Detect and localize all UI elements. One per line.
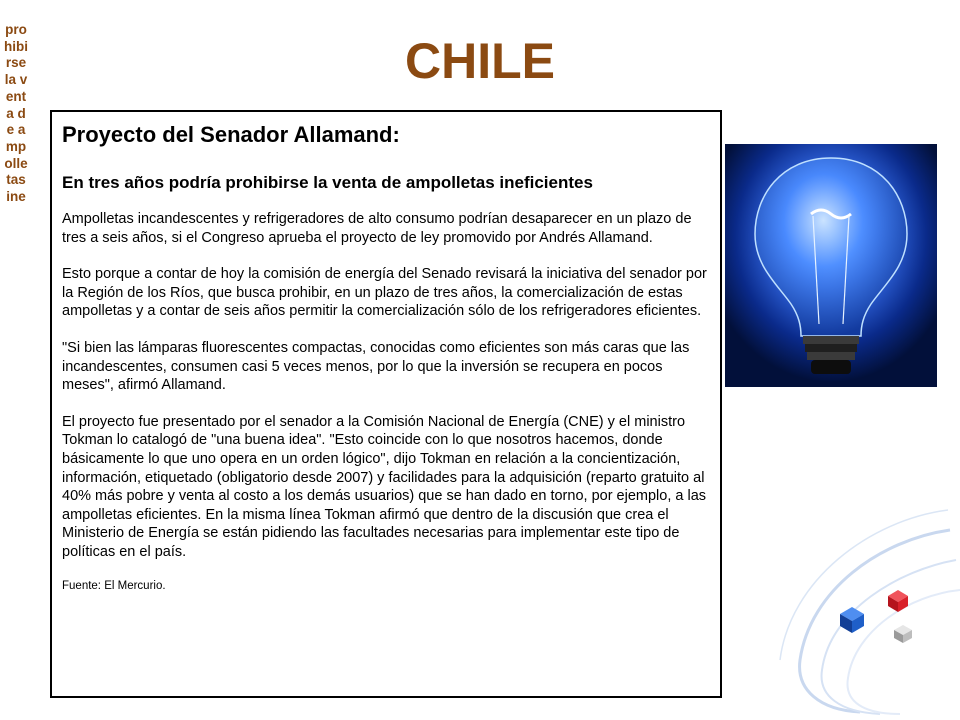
- article-paragraph-3: "Si bien las lámparas fluorescentes compactas, conocidas como eficientes son más caras que las incandescentes, consumen casi 5 veces menos, por lo que la inversión se recupera en pocos meses", afirmó Allamand.: [62, 339, 690, 394]
- article-subheading: En tres años podría prohibirse la venta de ampolletas ineficientes: [62, 173, 593, 192]
- article-heading: Proyecto del Senador Allamand:: [62, 122, 400, 147]
- light-bulb-image: [725, 144, 937, 387]
- article-content: [52, 112, 720, 592]
- article-paragraph-2: Esto porque a contar de hoy la comisión de energía del Senado revisará la iniciativa del senador por la Región de los Ríos, que busca prohibir, en un plazo de tres años, la comercialización de estas ampolletas y a contar de seis años permitir la comercialización sólo de los refrigeradores eficientes.: [62, 266, 707, 320]
- red-cube-icon: [888, 590, 908, 612]
- article-source: Fuente: El Mercurio.: [62, 579, 166, 592]
- light-bulb-icon: [725, 144, 937, 387]
- article-paragraph-1: Ampolletas incandescentes y refrigeradores de alto consumo podrían desaparecer en un plazo de tres a seis años, si el Congreso aprueba el proyecto de ley promovido por Andrés Allamand.: [62, 211, 692, 246]
- article-paragraph-4: El proyecto fue presentado por el senador a la Comisión Nacional de Energía (CNE) y el ministro Tokman lo catalogó de "una buena idea". "Esto coincide con lo que nosotros hacemos, donde básicamente lo que uno opera en un orden lógico", dijo Tokman en relación a la concientización, información, etiquetado (obligatorio desde 2007) y facilidades para la adquisición (reparto gratuito al 40% más pobre y venta al costo a los demás usuarios) que se han dado en torno, por ejemplo, a las ampolletas eficientes. En la misma línea Tokman afirmó que dentro de la discusión que crea el Ministerio de Energía se están pidiendo las facultades necesarias para implementar este tipo de políticas en el país.: [62, 413, 707, 560]
- blue-cube-icon: [840, 607, 864, 633]
- slide-title: CHILE: [405, 33, 555, 89]
- cubes-swirl-decoration: [760, 500, 960, 720]
- article-box: [50, 110, 722, 698]
- vertical-side-title: prohibirse la venta de ampolletas ine: [4, 22, 30, 205]
- gray-cube-icon: [894, 625, 912, 643]
